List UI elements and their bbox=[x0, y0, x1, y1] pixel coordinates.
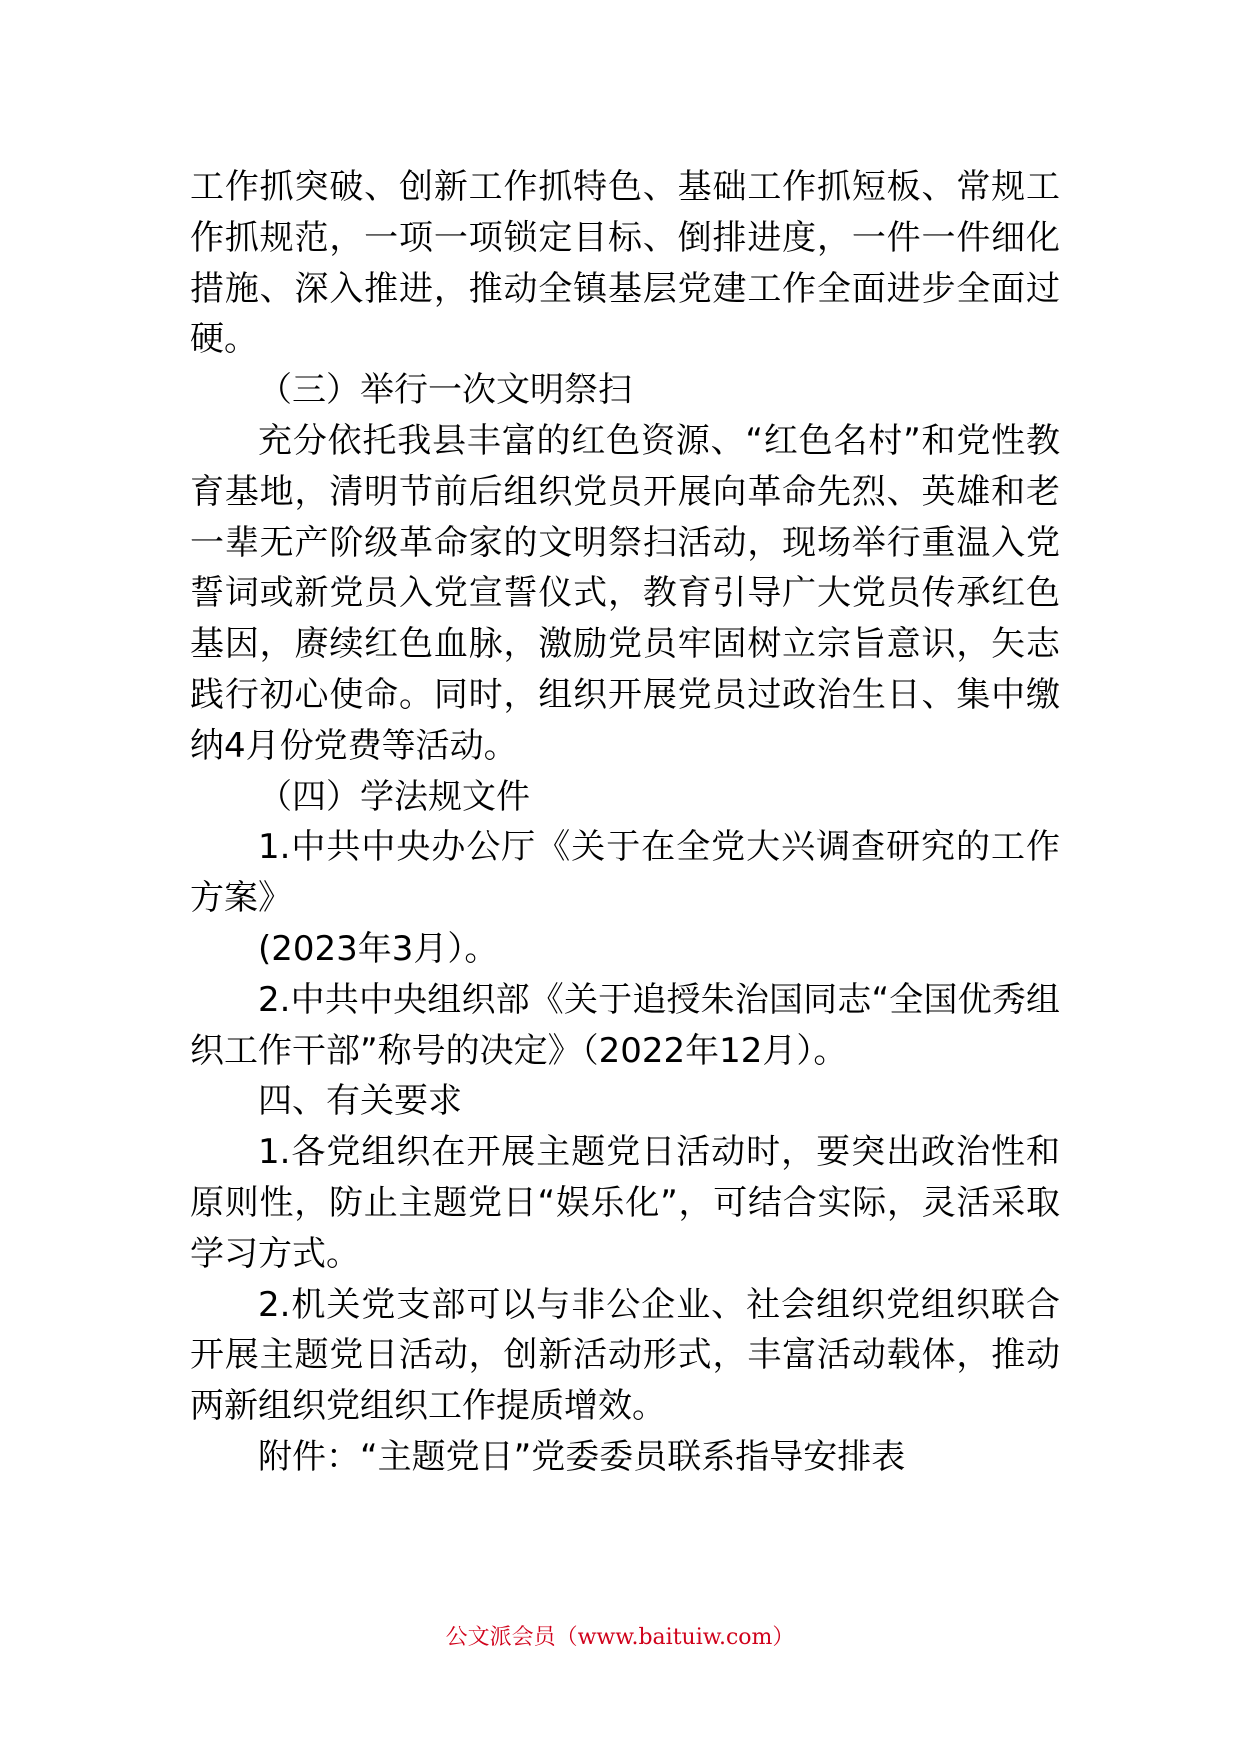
section-heading-si: （四）学法规文件 bbox=[258, 776, 530, 817]
requirement-item-2: 2.机关党支部可以与非公企业、社会组织党组织联合开展主题党日活动，创新活动形式，丰富活动载体，推动两新组织党组织工作提质增效。 bbox=[190, 1284, 1060, 1427]
document-body bbox=[190, 162, 1060, 1483]
paragraph-memorial: 充分依托我县丰富的红色资源、“红色名村”和党性教育基地，清明节前后组织党员开展向革命先烈、英雄和老一辈无产阶级革命家的文明祭扫活动，现场举行重温入党誓词或新党员入党宣誓仪式，教育引导广大党员传承红色基因，赓续红色血脉，激励党员牢固树立宗旨意识，矢志践行初心使命。同时，组织开展党员过政治生日、集中缴纳4月份党费等活动。 bbox=[190, 420, 1060, 766]
paragraph-continuation: 工作抓突破、创新工作抓特色、基础工作抓短板、常规工作抓规范，一项一项锁定目标、倒排进度，一件一件细化措施、深入推进，推动全镇基层党建工作全面进步全面过硬。 bbox=[190, 167, 1060, 360]
list-item-document-1-date: (2023年3月）。 bbox=[258, 928, 499, 969]
section-heading-requirements: 四、有关要求 bbox=[258, 1081, 462, 1122]
list-item-document-2: 2.中共中央组织部《关于追授朱治国同志“全国优秀组织工作干部”称号的决定》（2022年12月）。 bbox=[190, 979, 1060, 1071]
attachment-note: 附件：“主题党日”党委委员联系指导安排表 bbox=[258, 1436, 906, 1477]
requirement-item-1: 1.各党组织在开展主题党日活动时，要突出政治性和原则性，防止主题党日“娱乐化”，可结合实际，灵活采取学习方式。 bbox=[190, 1132, 1060, 1274]
list-item-document-1: 1.中共中央办公厅《关于在全党大兴调查研究的工作方案》 bbox=[190, 827, 1060, 919]
footer-watermark: 公文派会员（www.baituiw.com） bbox=[445, 1625, 795, 1650]
section-heading-san: （三）举行一次文明祭扫 bbox=[258, 370, 632, 411]
